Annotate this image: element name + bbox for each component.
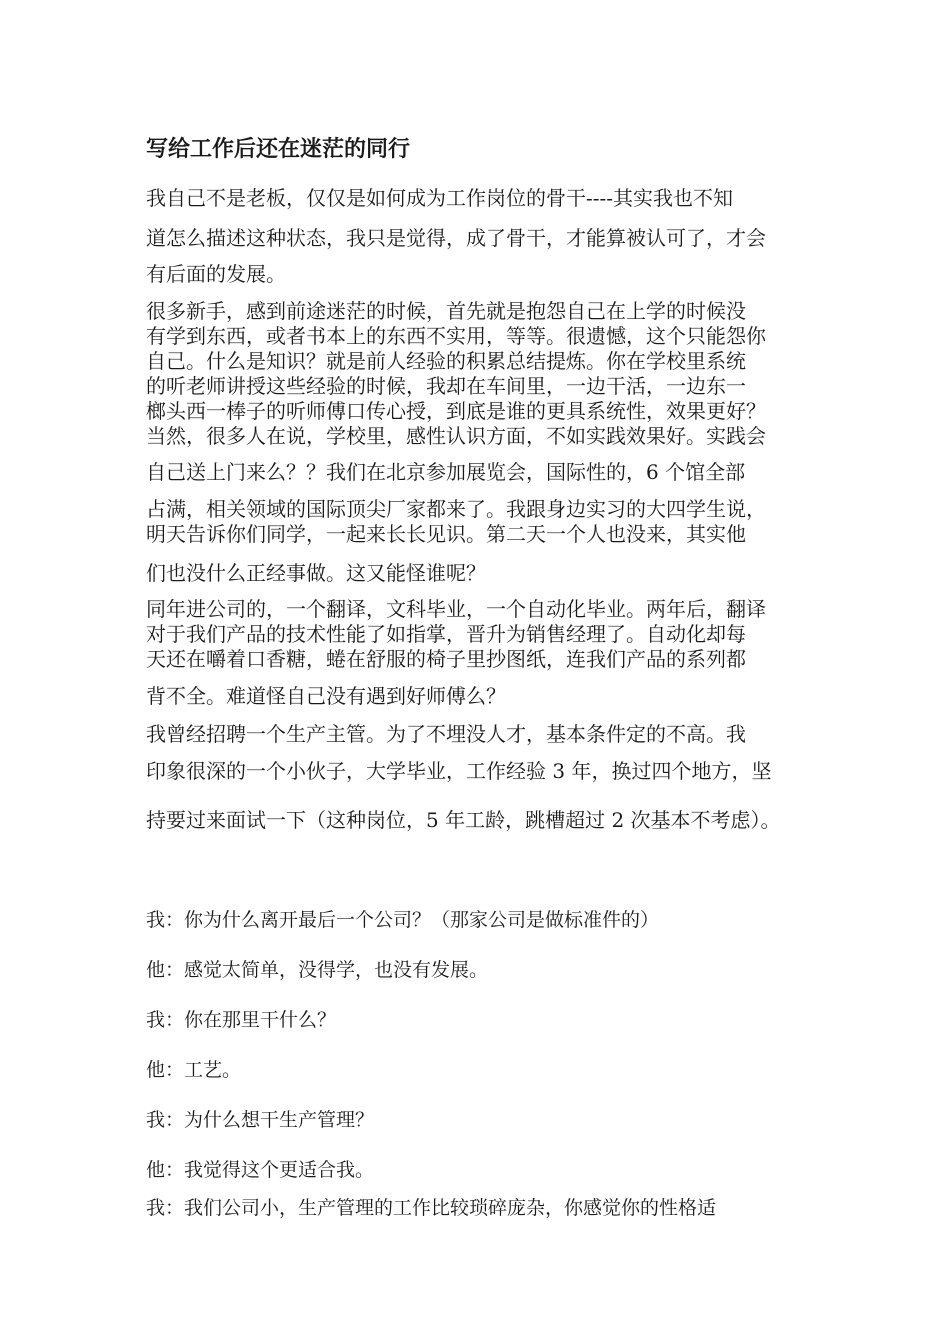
dialog-line: 我：你为什么离开最后一个公司？（那家公司是做标准件的） [146,909,660,931]
dialog-line: 他：我觉得这个更适合我。 [146,1159,375,1181]
dialog-line: 他：工艺。 [146,1059,242,1081]
body-line: 们也没什么正经事做。这又能怪谁呢？ [146,561,486,585]
body-line: 有学到东西，或者书本上的东西不实用，等等。很遗憾，这个只能怨你 [146,324,766,348]
body-line: 自己送上门来么？？我们在北京参加展览会，国际性的，6 个馆全部 [146,460,746,484]
body-line: 有后面的发展。 [146,262,286,286]
body-line: 我曾经招聘一个生产主管。为了不埋没人才，基本条件定的不高。我 [146,722,746,746]
body-line: 背不全。难道怪自己没有遇到好师傅么？ [146,684,506,708]
body-line: 榔头西一棒子的听师傅口传心授，到底是谁的更具系统性，效果更好？ [146,399,766,423]
body-line: 当然，很多人在说，学校里，感性认识方面，不如实践效果好。实践会 [146,424,766,448]
dialog-line: 我：我们公司小，生产管理的工作比较琐碎庞杂，你感觉你的性格适 [146,1197,717,1219]
body-line: 自己。什么是知识？就是前人经验的积累总结提炼。你在学校里系统 [146,349,746,373]
body-line: 同年进公司的，一个翻译，文科毕业，一个自动化毕业。两年后，翻译 [146,597,766,621]
body-line: 持要过来面试一下（这种岗位，5 年工龄，跳槽超过 2 次基本不考虑）。 [146,808,781,832]
body-line: 道怎么描述这种状态，我只是觉得，成了骨干，才能算被认可了，才会 [146,226,766,250]
document-title: 写给工作后还在迷茫的同行 [146,137,411,162]
body-line: 天还在嚼着口香糖，蜷在舒服的椅子里抄图纸，连我们产品的系列都 [146,647,746,671]
body-line: 很多新手，感到前途迷茫的时候，首先就是抱怨自己在上学的时候没 [146,299,746,323]
dialog-line: 我：你在那里干什么？ [146,1009,337,1031]
body-line: 明天告诉你们同学，一起来长长见识。第二天一个人也没来，其实他 [146,522,746,546]
body-line: 占满，相关领域的国际顶尖厂家都来了。我跟身边实习的大四学生说， [146,497,766,521]
body-line: 的听老师讲授这些经验的时候，我却在车间里，一边干活，一边东一 [146,374,746,398]
body-line: 我自己不是老板，仅仅是如何成为工作岗位的骨干----其实我也不知 [146,186,734,210]
body-line: 印象很深的一个小伙子，大学毕业，工作经验 3 年，换过四个地方，坚 [146,759,772,783]
dialog-line: 我：为什么想干生产管理？ [146,1109,375,1131]
body-line: 对于我们产品的技术性能了如指掌，晋升为销售经理了。自动化却每 [146,622,746,646]
dialog-line: 他：感觉太简单，没得学，也没有发展。 [146,959,489,981]
